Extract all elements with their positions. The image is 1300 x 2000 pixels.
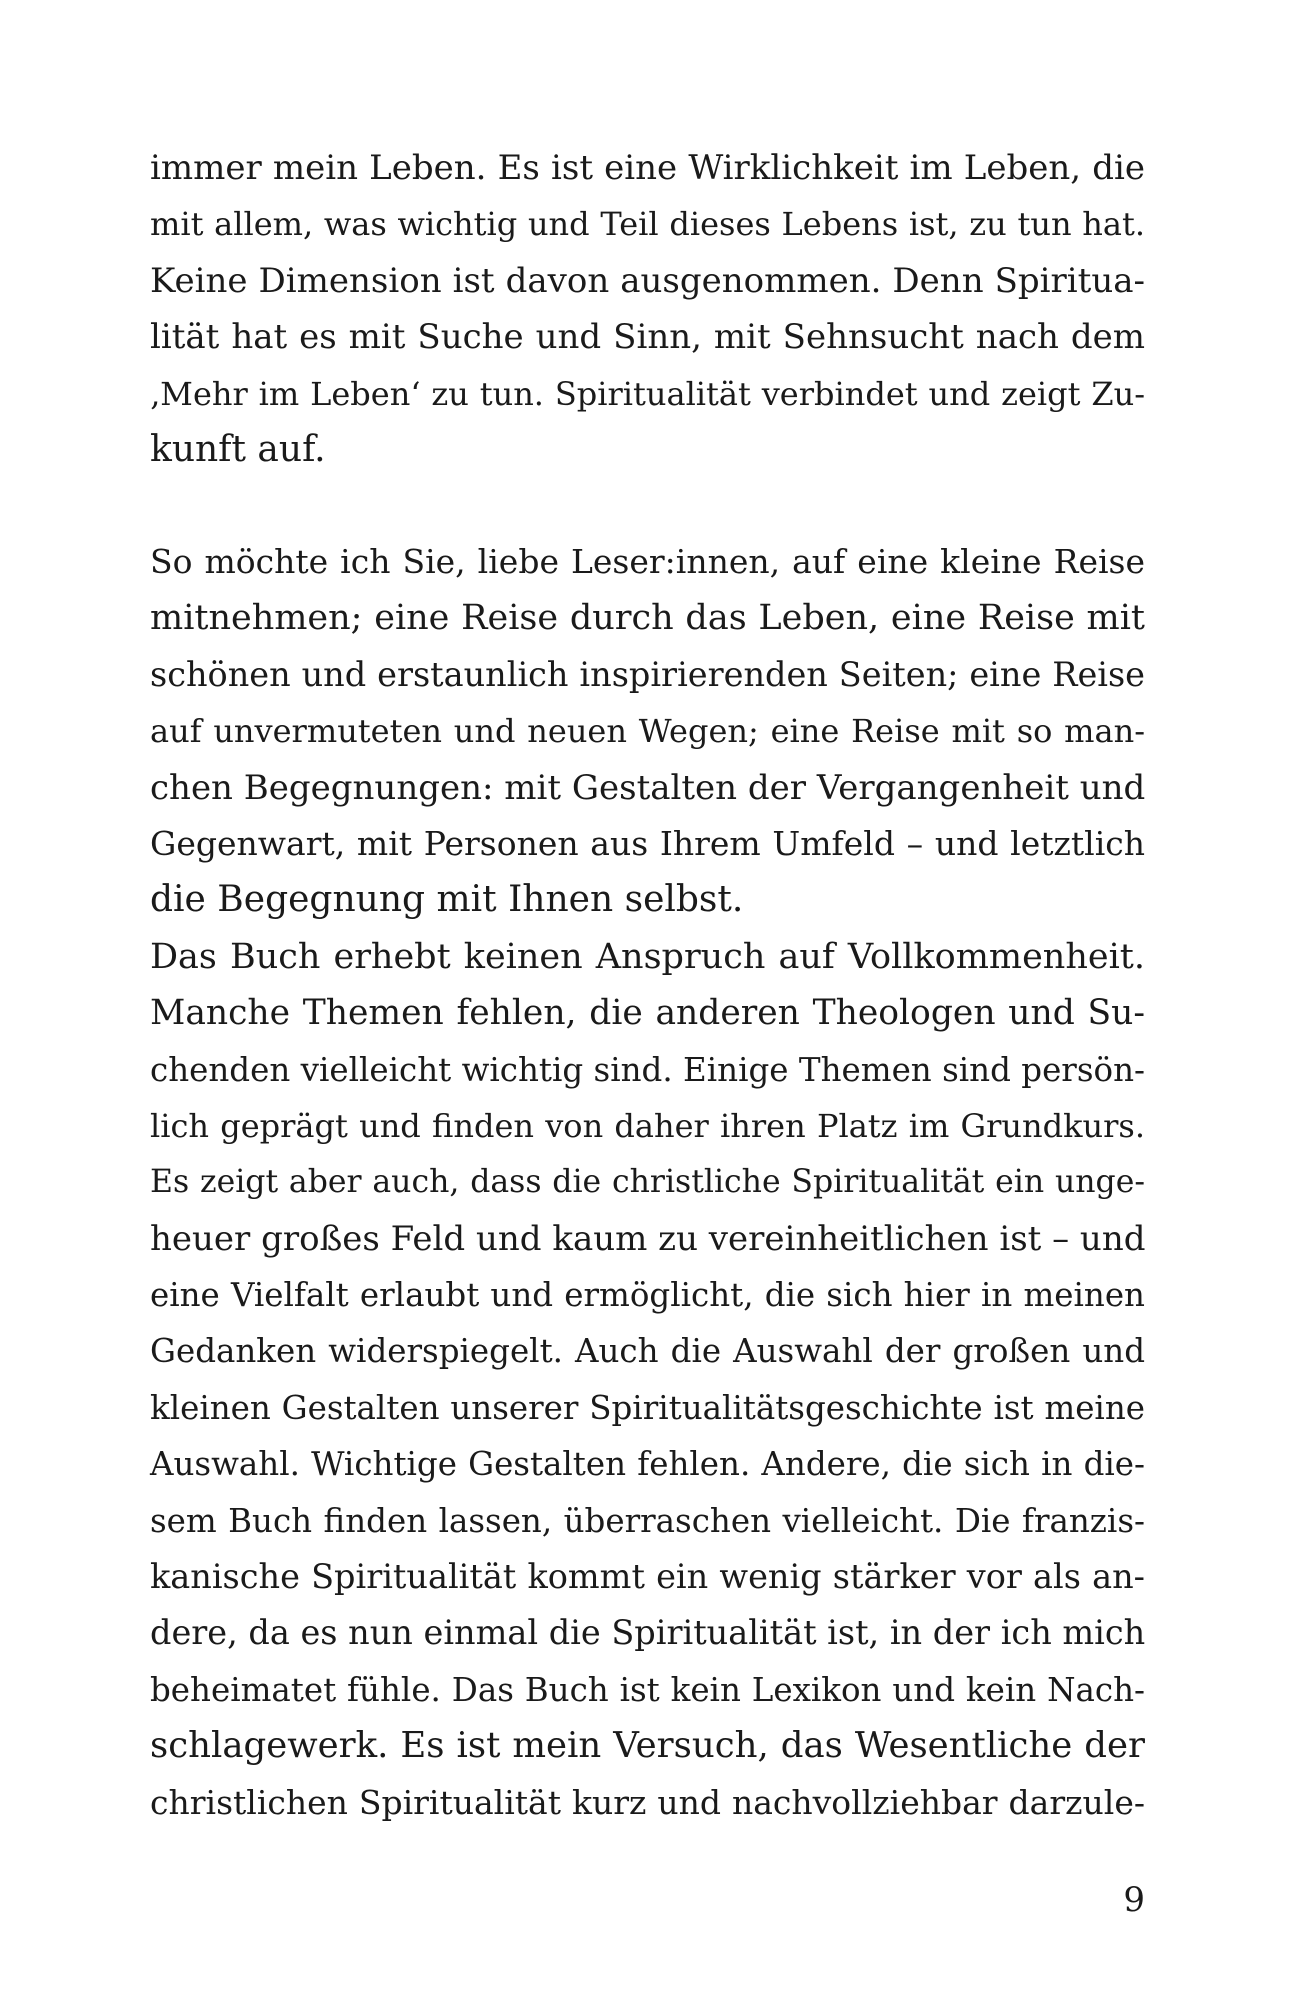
text-line: immer mein Leben. Es ist eine Wirklichkeit im Leben, die <box>150 148 1145 188</box>
text-line: chenden vielleicht wichtig sind. Einige Themen sind persön- <box>150 1050 1145 1089</box>
text-line: die Begegnung mit Ihnen selbst. <box>150 879 744 921</box>
text-line: dere, da es nun einmal die Spiritualität ist, in der ich mich <box>150 1613 1146 1653</box>
paragraph-1 <box>150 140 1145 478</box>
text-line: Keine Dimension ist davon ausgenommen. Denn Spiritua- <box>150 260 1145 301</box>
text-line: mitnehmen; eine Reise durch das Leben, eine Reise mit <box>150 598 1145 639</box>
text-line: lität hat es mit Suche und Sinn, mit Sehnsucht nach dem <box>150 317 1145 358</box>
text-line: Das Buch erhebt keinen Anspruch auf Vollkommenheit. <box>150 936 1145 977</box>
page-number: 9 <box>1123 1880 1145 1920</box>
text-line: Es zeigt aber auch, dass die christliche Spiritualität ein unge- <box>150 1164 1145 1201</box>
text-line: kunft auf. <box>150 428 326 470</box>
text-line: chen Begegnungen: mit Gestalten der Vergangenheit und <box>150 767 1146 808</box>
text-line: sem Buch finden lassen, überraschen vielleicht. Die franzis- <box>150 1501 1145 1540</box>
text-line: schlagewerk. Es ist mein Versuch, das Wesentliche der <box>150 1725 1145 1767</box>
text-line: Gedanken widerspiegelt. Auch die Auswahl der großen und <box>150 1332 1145 1371</box>
text-line: christlichen Spiritualität kurz und nachvollziehbar darzule- <box>150 1782 1145 1822</box>
text-line: lich geprägt und finden von daher ihren Platz im Grundkurs. <box>150 1106 1145 1145</box>
text-line: Manche Themen fehlen, die anderen Theologen und Su- <box>150 993 1145 1034</box>
text-line: ‚Mehr im Leben‘ zu tun. Spiritualität verbindet und zeigt Zu- <box>150 374 1145 413</box>
text-line: mit allem, was wichtig und Teil dieses Lebens ist, zu tun hat. <box>150 205 1145 244</box>
text-line: kanische Spiritualität kommt ein wenig stärker vor als an- <box>150 1557 1145 1597</box>
paragraph-3 <box>150 929 1145 1831</box>
text-line: Gegenwart, mit Personen aus Ihrem Umfeld – und letztlich <box>150 823 1145 863</box>
paragraph-group <box>150 534 1145 1831</box>
text-line: beheimatet fühle. Das Buch ist kein Lexikon und kein Nach- <box>150 1670 1145 1709</box>
text-line: Auswahl. Wichtige Gestalten fehlen. Andere, die sich in die- <box>150 1445 1145 1484</box>
text-line: heuer großes Feld und kaum zu vereinheitlichen ist – und <box>150 1218 1146 1259</box>
text-line: kleinen Gestalten unserer Spiritualitätsgeschichte ist meine <box>150 1388 1145 1427</box>
paragraph-2 <box>150 534 1145 929</box>
text-line: eine Vielfalt erlaubt und ermöglicht, die sich hier in meinen <box>150 1276 1145 1315</box>
text-line: auf unvermuteten und neuen Wegen; eine Reise mit so man- <box>150 712 1145 751</box>
text-line: schönen und erstaunlich inspirierenden Seiten; eine Reise <box>150 654 1145 694</box>
text-line: So möchte ich Sie, liebe Leser:innen, auf eine kleine Reise <box>150 542 1145 581</box>
